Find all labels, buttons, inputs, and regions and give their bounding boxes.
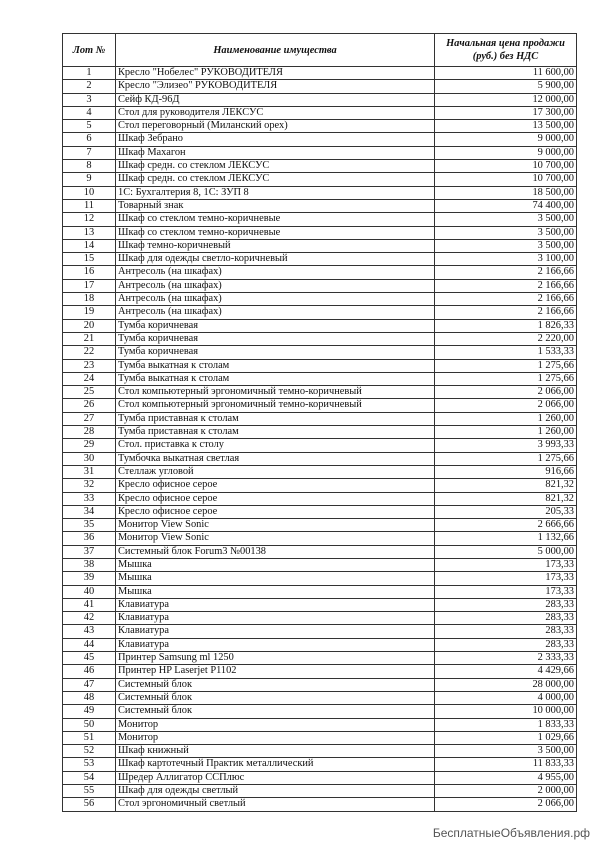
lot-cell: 32 bbox=[63, 479, 116, 492]
table-row bbox=[63, 67, 577, 80]
table-row bbox=[63, 120, 577, 133]
price-cell: 1 275,66 bbox=[435, 359, 577, 372]
name-cell: Тумба приставная к столам bbox=[116, 412, 435, 425]
lot-cell: 6 bbox=[63, 133, 116, 146]
lot-cell: 31 bbox=[63, 465, 116, 478]
price-cell: 1 275,66 bbox=[435, 372, 577, 385]
table-row bbox=[63, 678, 577, 691]
name-cell: Системный блок bbox=[116, 678, 435, 691]
price-cell: 13 500,00 bbox=[435, 120, 577, 133]
lot-cell: 22 bbox=[63, 346, 116, 359]
name-cell: Стол компьютерный эргономичный темно-коричневый bbox=[116, 399, 435, 412]
lot-cell: 53 bbox=[63, 758, 116, 771]
name-cell: Клавиатура bbox=[116, 638, 435, 651]
lot-cell: 37 bbox=[63, 545, 116, 558]
price-cell: 3 993,33 bbox=[435, 439, 577, 452]
name-cell: Сейф КД-96Д bbox=[116, 93, 435, 106]
lot-cell: 13 bbox=[63, 226, 116, 239]
price-cell: 1 132,66 bbox=[435, 532, 577, 545]
price-cell: 10 000,00 bbox=[435, 705, 577, 718]
name-cell: Шкаф картотечный Практик металлический bbox=[116, 758, 435, 771]
lot-cell: 36 bbox=[63, 532, 116, 545]
table-row bbox=[63, 585, 577, 598]
name-cell: Клавиатура bbox=[116, 598, 435, 611]
table-row bbox=[63, 758, 577, 771]
price-cell: 10 700,00 bbox=[435, 173, 577, 186]
lot-cell: 18 bbox=[63, 293, 116, 306]
table-row bbox=[63, 306, 577, 319]
table-row bbox=[63, 452, 577, 465]
name-cell: Тумба приставная к столам bbox=[116, 426, 435, 439]
table-row bbox=[63, 226, 577, 239]
name-cell: Шкаф Махагон bbox=[116, 146, 435, 159]
price-cell: 2 166,66 bbox=[435, 306, 577, 319]
price-cell: 3 500,00 bbox=[435, 239, 577, 252]
price-cell: 4 955,00 bbox=[435, 771, 577, 784]
price-cell: 283,33 bbox=[435, 638, 577, 651]
table-row bbox=[63, 186, 577, 199]
lot-cell: 41 bbox=[63, 598, 116, 611]
table-row bbox=[63, 253, 577, 266]
header-name: Наименование имущества bbox=[116, 34, 435, 67]
price-cell: 205,33 bbox=[435, 505, 577, 518]
lot-cell: 10 bbox=[63, 186, 116, 199]
table-row bbox=[63, 492, 577, 505]
table-row bbox=[63, 545, 577, 558]
price-cell: 3 500,00 bbox=[435, 213, 577, 226]
table-row bbox=[63, 519, 577, 532]
name-cell: 1С: Бухгалтерия 8, 1С: ЗУП 8 bbox=[116, 186, 435, 199]
name-cell: Шкаф темно-коричневый bbox=[116, 239, 435, 252]
lot-cell: 9 bbox=[63, 173, 116, 186]
lot-cell: 16 bbox=[63, 266, 116, 279]
table-row bbox=[63, 399, 577, 412]
table-row bbox=[63, 558, 577, 571]
table-row bbox=[63, 532, 577, 545]
table-body bbox=[63, 67, 577, 812]
name-cell: Тумба коричневая bbox=[116, 346, 435, 359]
price-cell: 283,33 bbox=[435, 612, 577, 625]
name-cell: Принтер Samsung ml 1250 bbox=[116, 652, 435, 665]
table-row bbox=[63, 359, 577, 372]
lot-cell: 19 bbox=[63, 306, 116, 319]
table-row bbox=[63, 665, 577, 678]
price-cell: 173,33 bbox=[435, 585, 577, 598]
name-cell: Шредер Аллигатор ССПлюс bbox=[116, 771, 435, 784]
name-cell: Антресоль (на шкафах) bbox=[116, 293, 435, 306]
name-cell: Системный блок Forum3 №00138 bbox=[116, 545, 435, 558]
lot-cell: 38 bbox=[63, 558, 116, 571]
name-cell: Товарный знак bbox=[116, 199, 435, 212]
price-cell: 2 166,66 bbox=[435, 266, 577, 279]
name-cell: Шкаф для одежды светлый bbox=[116, 785, 435, 798]
lot-cell: 50 bbox=[63, 718, 116, 731]
table-row bbox=[63, 612, 577, 625]
lot-cell: 8 bbox=[63, 160, 116, 173]
lot-cell: 4 bbox=[63, 106, 116, 119]
lot-cell: 43 bbox=[63, 625, 116, 638]
lot-cell: 20 bbox=[63, 319, 116, 332]
name-cell: Шкаф со стеклом темно-коричневые bbox=[116, 226, 435, 239]
name-cell: Кресло "Элизео" РУКОВОДИТЕЛЯ bbox=[116, 80, 435, 93]
name-cell: Кресло офисное серое bbox=[116, 479, 435, 492]
name-cell: Шкаф книжный bbox=[116, 745, 435, 758]
price-cell: 4 429,66 bbox=[435, 665, 577, 678]
price-cell: 821,32 bbox=[435, 492, 577, 505]
lot-cell: 54 bbox=[63, 771, 116, 784]
table-row bbox=[63, 213, 577, 226]
table-row bbox=[63, 652, 577, 665]
lot-cell: 5 bbox=[63, 120, 116, 133]
name-cell: Шкаф средн. со стеклом ЛЕКСУС bbox=[116, 160, 435, 173]
price-cell: 283,33 bbox=[435, 598, 577, 611]
price-cell: 74 400,00 bbox=[435, 199, 577, 212]
price-cell: 173,33 bbox=[435, 572, 577, 585]
lot-cell: 51 bbox=[63, 731, 116, 744]
name-cell: Тумба выкатная к столам bbox=[116, 359, 435, 372]
price-cell: 4 000,00 bbox=[435, 691, 577, 704]
table-row bbox=[63, 293, 577, 306]
price-cell: 5 000,00 bbox=[435, 545, 577, 558]
name-cell: Мышка bbox=[116, 585, 435, 598]
price-cell: 2 166,66 bbox=[435, 279, 577, 292]
price-cell: 2 066,00 bbox=[435, 798, 577, 811]
table-row bbox=[63, 266, 577, 279]
table-row bbox=[63, 386, 577, 399]
lot-cell: 47 bbox=[63, 678, 116, 691]
price-cell: 2 333,33 bbox=[435, 652, 577, 665]
name-cell: Клавиатура bbox=[116, 625, 435, 638]
table-row bbox=[63, 372, 577, 385]
table-row bbox=[63, 505, 577, 518]
price-cell: 2 066,00 bbox=[435, 399, 577, 412]
name-cell: Тумба коричневая bbox=[116, 332, 435, 345]
name-cell: Стол переговорный (Миланский орех) bbox=[116, 120, 435, 133]
site-watermark: БесплатныеОбъявления.рф bbox=[432, 826, 590, 840]
lot-cell: 25 bbox=[63, 386, 116, 399]
table-row bbox=[63, 133, 577, 146]
name-cell: Антресоль (на шкафах) bbox=[116, 279, 435, 292]
name-cell: Клавиатура bbox=[116, 612, 435, 625]
lot-cell: 48 bbox=[63, 691, 116, 704]
price-cell: 11 600,00 bbox=[435, 67, 577, 80]
lots-table bbox=[62, 33, 577, 812]
price-cell: 1 275,66 bbox=[435, 452, 577, 465]
price-cell: 283,33 bbox=[435, 625, 577, 638]
name-cell: Мышка bbox=[116, 558, 435, 571]
name-cell: Системный блок bbox=[116, 705, 435, 718]
price-cell: 2 220,00 bbox=[435, 332, 577, 345]
price-cell: 9 000,00 bbox=[435, 133, 577, 146]
table-row bbox=[63, 106, 577, 119]
table-row bbox=[63, 279, 577, 292]
price-cell: 10 700,00 bbox=[435, 160, 577, 173]
price-cell: 1 533,33 bbox=[435, 346, 577, 359]
name-cell: Стол. приставка к столу bbox=[116, 439, 435, 452]
lot-cell: 1 bbox=[63, 67, 116, 80]
header-lot: Лот № bbox=[63, 34, 116, 67]
lot-cell: 27 bbox=[63, 412, 116, 425]
name-cell: Мышка bbox=[116, 572, 435, 585]
table-row bbox=[63, 731, 577, 744]
name-cell: Кресло офисное серое bbox=[116, 492, 435, 505]
table-row bbox=[63, 146, 577, 159]
price-cell: 3 500,00 bbox=[435, 226, 577, 239]
table-row bbox=[63, 439, 577, 452]
name-cell: Стол компьютерный эргономичный темно-коричневый bbox=[116, 386, 435, 399]
header-price: Начальная цена продажи (руб.) без НДС bbox=[435, 34, 577, 67]
table-row bbox=[63, 93, 577, 106]
lot-cell: 23 bbox=[63, 359, 116, 372]
table-row bbox=[63, 798, 577, 811]
price-cell: 3 500,00 bbox=[435, 745, 577, 758]
lot-cell: 44 bbox=[63, 638, 116, 651]
lot-cell: 14 bbox=[63, 239, 116, 252]
header-row bbox=[63, 34, 577, 67]
table-row bbox=[63, 412, 577, 425]
lot-cell: 15 bbox=[63, 253, 116, 266]
price-cell: 1 260,00 bbox=[435, 426, 577, 439]
name-cell: Монитор View Sonic bbox=[116, 532, 435, 545]
lot-cell: 49 bbox=[63, 705, 116, 718]
price-cell: 821,32 bbox=[435, 479, 577, 492]
table-row bbox=[63, 173, 577, 186]
table-row bbox=[63, 319, 577, 332]
lot-cell: 45 bbox=[63, 652, 116, 665]
lot-cell: 56 bbox=[63, 798, 116, 811]
lot-cell: 39 bbox=[63, 572, 116, 585]
table-row bbox=[63, 572, 577, 585]
price-cell: 3 100,00 bbox=[435, 253, 577, 266]
name-cell: Тумба выкатная к столам bbox=[116, 372, 435, 385]
table-row bbox=[63, 638, 577, 651]
table-row bbox=[63, 745, 577, 758]
table-row bbox=[63, 598, 577, 611]
name-cell: Шкаф со стеклом темно-коричневые bbox=[116, 213, 435, 226]
lot-cell: 40 bbox=[63, 585, 116, 598]
lot-cell: 29 bbox=[63, 439, 116, 452]
lot-cell: 35 bbox=[63, 519, 116, 532]
table-row bbox=[63, 785, 577, 798]
table-row bbox=[63, 718, 577, 731]
lot-cell: 34 bbox=[63, 505, 116, 518]
table-row bbox=[63, 199, 577, 212]
price-cell: 11 833,33 bbox=[435, 758, 577, 771]
lot-cell: 2 bbox=[63, 80, 116, 93]
lot-cell: 3 bbox=[63, 93, 116, 106]
price-cell: 12 000,00 bbox=[435, 93, 577, 106]
name-cell: Шкаф для одежды светло-коричневый bbox=[116, 253, 435, 266]
name-cell: Антресоль (на шкафах) bbox=[116, 306, 435, 319]
name-cell: Шкаф Зебрано bbox=[116, 133, 435, 146]
price-cell: 1 833,33 bbox=[435, 718, 577, 731]
name-cell: Тумба коричневая bbox=[116, 319, 435, 332]
lot-cell: 42 bbox=[63, 612, 116, 625]
lot-cell: 33 bbox=[63, 492, 116, 505]
price-cell: 2 066,00 bbox=[435, 386, 577, 399]
price-cell: 2 666,66 bbox=[435, 519, 577, 532]
price-cell: 17 300,00 bbox=[435, 106, 577, 119]
price-cell: 28 000,00 bbox=[435, 678, 577, 691]
name-cell: Кресло офисное серое bbox=[116, 505, 435, 518]
table-row bbox=[63, 479, 577, 492]
table-row bbox=[63, 465, 577, 478]
lot-cell: 7 bbox=[63, 146, 116, 159]
price-cell: 9 000,00 bbox=[435, 146, 577, 159]
price-cell: 173,33 bbox=[435, 558, 577, 571]
lot-cell: 21 bbox=[63, 332, 116, 345]
table-row bbox=[63, 426, 577, 439]
table-row bbox=[63, 705, 577, 718]
name-cell: Кресло "Нобелес" РУКОВОДИТЕЛЯ bbox=[116, 67, 435, 80]
name-cell: Монитор View Sonic bbox=[116, 519, 435, 532]
table-row bbox=[63, 160, 577, 173]
lot-cell: 28 bbox=[63, 426, 116, 439]
table-row bbox=[63, 80, 577, 93]
lot-cell: 24 bbox=[63, 372, 116, 385]
price-cell: 18 500,00 bbox=[435, 186, 577, 199]
price-cell: 916,66 bbox=[435, 465, 577, 478]
name-cell: Стол эргономичный светлый bbox=[116, 798, 435, 811]
lot-cell: 12 bbox=[63, 213, 116, 226]
table-row bbox=[63, 346, 577, 359]
lot-cell: 11 bbox=[63, 199, 116, 212]
table-row bbox=[63, 332, 577, 345]
lot-cell: 46 bbox=[63, 665, 116, 678]
lot-cell: 17 bbox=[63, 279, 116, 292]
name-cell: Шкаф средн. со стеклом ЛЕКСУС bbox=[116, 173, 435, 186]
name-cell: Тумбочка выкатная светлая bbox=[116, 452, 435, 465]
price-cell: 2 166,66 bbox=[435, 293, 577, 306]
table-row bbox=[63, 239, 577, 252]
price-cell: 1 029,66 bbox=[435, 731, 577, 744]
name-cell: Стеллаж угловой bbox=[116, 465, 435, 478]
table-row bbox=[63, 625, 577, 638]
price-cell: 1 826,33 bbox=[435, 319, 577, 332]
lot-cell: 52 bbox=[63, 745, 116, 758]
lot-cell: 30 bbox=[63, 452, 116, 465]
price-cell: 1 260,00 bbox=[435, 412, 577, 425]
name-cell: Монитор bbox=[116, 718, 435, 731]
name-cell: Антресоль (на шкафах) bbox=[116, 266, 435, 279]
name-cell: Системный блок bbox=[116, 691, 435, 704]
table-row bbox=[63, 771, 577, 784]
table-row bbox=[63, 691, 577, 704]
price-cell: 5 900,00 bbox=[435, 80, 577, 93]
lot-cell: 55 bbox=[63, 785, 116, 798]
lot-cell: 26 bbox=[63, 399, 116, 412]
price-cell: 2 000,00 bbox=[435, 785, 577, 798]
name-cell: Монитор bbox=[116, 731, 435, 744]
name-cell: Принтер HP Laserjet P1102 bbox=[116, 665, 435, 678]
name-cell: Стол для руководителя ЛЕКСУС bbox=[116, 106, 435, 119]
